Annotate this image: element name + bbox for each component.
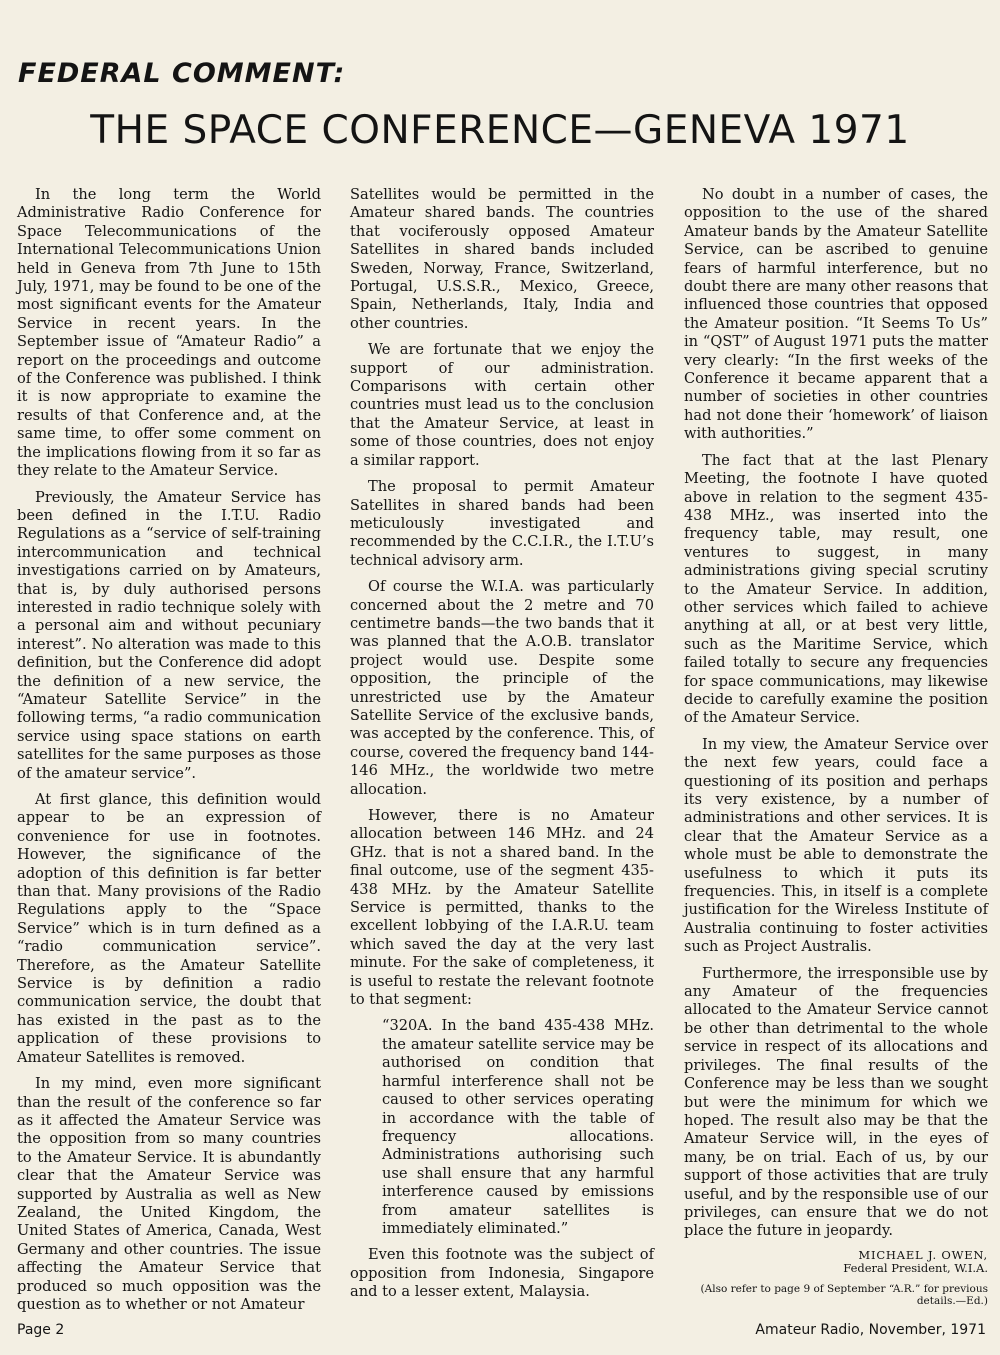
signature <box>684 1249 988 1275</box>
page-number: Page 2 <box>17 1322 65 1338</box>
section-kicker: FEDERAL COMMENT: <box>18 58 346 89</box>
column-2 <box>350 186 654 1310</box>
paragraph: However, there is no Amateur allocation between 146 MHz. and 24 GHz. that is not a shared band. In the final outcome, use of the segment 435-438 MHz. by the Amateur Satellite Service is permitted, thanks to the excellent lobbying of the I.A.R.U. team which saved the day at the very last minute. For the sake of completeness, it is useful to restate the relevant footnote to that segment: <box>350 807 654 1009</box>
paragraph: Satellites would be permitted in the Amateur shared bands. The countries that vociferously opposed Amateur Satellites in shared bands included Sweden, Norway, France, Switzerland, Portugal, U.S.S.R., Mexico, Greece, Spain, Netherlands, Italy, India and other countries. <box>350 186 654 332</box>
paragraph: In my mind, even more significant than the result of the conference so far as it affected the Amateur Service was the opposition from so many countries to the Amateur Service. It is abundantly clear that the Amateur Service was supported by Australia as well as New Zealand, the United Kingdom, the United States of America, Canada, West Germany and other countries. The issue affecting the Amateur Service that produced so much opposition was the question as to whether or not Amateur <box>17 1075 321 1313</box>
paragraph: In my view, the Amateur Service over the next few years, could face a questioning of its position and perhaps its very existence, by a number of administrations and other services. It is clear that the Amateur Service as a whole must be able to demonstrate the usefulness to which it puts its frequencies. This, in itself is a complete justification for the Wireless Institute of Australia continuing to foster activities such as Project Australis. <box>684 735 988 956</box>
paragraph: The proposal to permit Amateur Satellites in shared bands had been meticulously investigated and recommended by the C.C.I.R., the I.T.U’s technical advisory arm. <box>350 478 654 569</box>
signature-name: MICHAEL J. OWEN, <box>858 1247 988 1262</box>
column-3 <box>684 186 988 1307</box>
footnote-quote <box>350 1017 654 1238</box>
quote-text: “320A. In the band 435-438 MHz. the amateur satellite service may be authorised on condition that harmful interference shall not be caused to other services operating in accordance with the table of frequency allocations. Administrations authorising such use shall ensure that any harmful interference caused by emissions from amateur satellites is immediately eliminated.” <box>382 1017 654 1237</box>
column-1 <box>17 186 321 1322</box>
paragraph: We are fortunate that we enjoy the support of our administration. Comparisons with certain other countries must lead us to the conclusion that the Amateur Service, at least in some of those countries, does not enjoy a similar rapport. <box>350 341 654 469</box>
paragraph: The fact that at the last Plenary Meeting, the footnote I have quoted above in relation to the segment 435-438 MHz., was inserted into the frequency table, may result, one ventures to suggest, in many administrations giving special scrutiny to the Amateur Service. In addition, other services which failed to achieve anything at all, or at best very little, such as the Maritime Service, which failed totally to secure any frequencies for space communications, may likewise decide to carefully examine the position of the Amateur Service. <box>684 451 988 727</box>
issue-line: Amateur Radio, November, 1971 <box>755 1322 986 1338</box>
paragraph: Even this footnote was the subject of opposition from Indonesia, Singapore and to a lesser extent, Malaysia. <box>350 1246 654 1301</box>
signature-title: Federal President, W.I.A. <box>843 1260 988 1275</box>
article-title: THE SPACE CONFERENCE—GENEVA 1971 <box>90 108 910 153</box>
paragraph: No doubt in a number of cases, the opposition to the use of the shared Amateur bands by the Amateur Satellite Service, can be ascribed to genuine fears of harmful interference, but no doubt there are many other reasons that influenced those countries that opposed the Amateur position. “It Seems To Us” in “QST” of August 1971 puts the matter very clearly: “In the first weeks of the Conference it became apparent that a number of societies in other countries had not done their ‘homework’ of liaison with authorities.” <box>684 186 988 443</box>
editor-note: (Also refer to page 9 of September “A.R.” for previous details.—Ed.) <box>700 1282 988 1307</box>
paragraph: In the long term the World Administrative Radio Conference for Space Telecommunications of the International Telecommunications Union held in Geneva from 7th June to 15th July, 1971, may be found to be one of the most significant events for the Amateur Service in recent years. In the September issue of “Amateur Radio” a report on the proceedings and outcome of the Conference was published. I think it is now appropriate to examine the results of that Conference and, at the same time, to offer some comment on the implications flowing from it so far as they relate to the Amateur Service. <box>17 186 321 480</box>
paragraph: Previously, the Amateur Service has been defined in the I.T.U. Radio Regulations as a “service of self-training intercommunication and technical investigations carried on by Amateurs, that is, by duly authorised persons interested in radio technique solely with a personal aim and without pecuniary interest”. No alteration was made to this definition, but the Conference did adopt the definition of a new service, the “Amateur Satellite Service” in the following terms, “a radio communication service using space stations on earth satellites for the same purposes as those of the amateur service”. <box>17 488 321 782</box>
paragraph: Of course the W.I.A. was particularly concerned about the 2 metre and 70 centimetre bands—the two bands that it was planned that the A.O.B. translator project would use. Despite some opposition, the principle of the unrestricted use by the Amateur Satellite Service of the exclusive bands, was accepted by the conference. This, of course, covered the frequency band 144-146 MHz., the worldwide two metre allocation. <box>350 578 654 798</box>
paragraph: Furthermore, the irresponsible use by any Amateur of the frequencies allocated to the Amateur Service cannot be other than detrimental to the whole service in respect of its allocations and privileges. The final results of the Conference may be less than we sought but were the minimum for which we hoped. The result also may be that the Amateur Service will, in the eyes of many, be on trial. Each of us, by our support of those activities that are truly useful, and by the responsible use of our privileges, can ensure that we do not place the future in jeopardy. <box>684 964 988 1240</box>
paragraph: At first glance, this definition would appear to be an expression of convenience for use in footnotes. However, the significance of the adoption of this definition is far better than that. Many provisions of the Radio Regulations apply to the “Space Service” which is in turn defined as a “radio communication service”. Therefore, as the Amateur Satellite Service is by definition a radio communication service, the doubt that has existed in the past as to the application of these provisions to Amateur Satellites is removed. <box>17 791 321 1066</box>
